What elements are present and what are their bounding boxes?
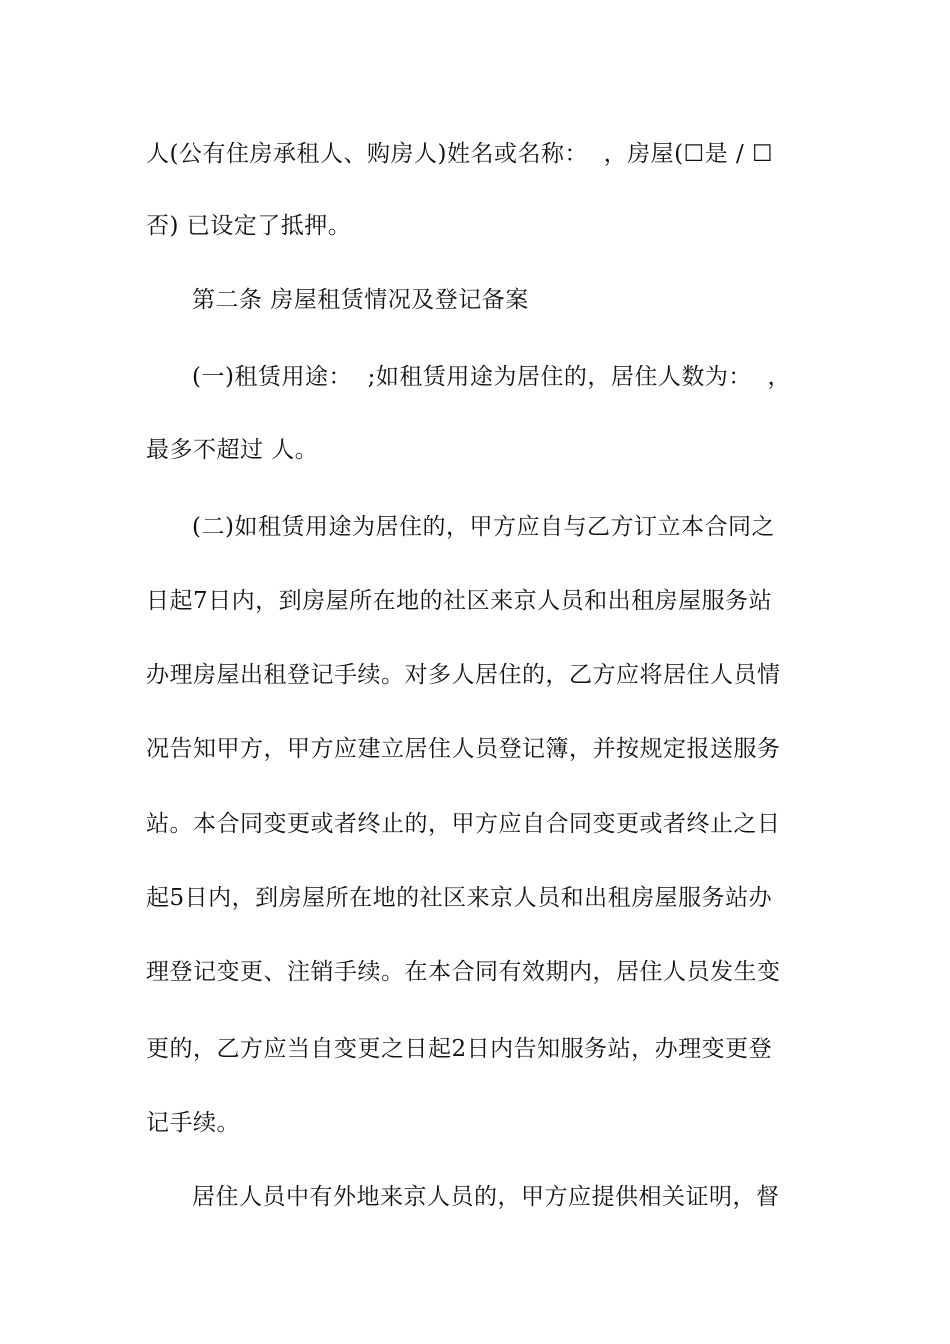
text-line-9: 况告知甲方，甲方应建立居住人员登记簿，并按规定报送服务: [146, 736, 781, 762]
text-line-6: (二)如租赁用途为居住的，甲方应自与乙方订立本合同之: [192, 514, 775, 540]
text-line-4: (一)租赁用途： ;如租赁用途为居住的，居住人数为： ，: [192, 364, 791, 390]
text-line-8: 办理房屋出租登记手续。对多人居住的，乙方应将居住人员情: [146, 662, 781, 688]
section-heading: 第二条 房屋租赁情况及登记备案: [192, 287, 529, 313]
text-line-12: 理登记变更、注销手续。在本合同有效期内，居住人员发生变: [146, 959, 781, 985]
text-line-7: 日起7日内，到房屋所在地的社区来京人员和出租房屋服务站: [146, 588, 773, 614]
text-line-15: 居住人员中有外地来京人员的，甲方应提供相关证明，督: [192, 1184, 780, 1210]
text-line-10: 站。本合同变更或者终止的，甲方应自合同变更或者终止之日: [146, 811, 781, 837]
text-line-11: 起5日内，到房屋所在地的社区来京人员和出租房屋服务站办: [146, 885, 773, 911]
text-line-14: 记手续。: [146, 1110, 240, 1136]
text-line-1: 人(公有住房承租人、购房人)姓名或名称： ，房屋(☐是 / ☐: [146, 141, 774, 167]
text-line-5: 最多不超过 人。: [146, 437, 319, 463]
text-line-13: 更的，乙方应当自变更之日起2日内告知服务站，办理变更登: [146, 1036, 773, 1062]
text-line-2: 否) 已设定了抵押。: [146, 213, 352, 239]
